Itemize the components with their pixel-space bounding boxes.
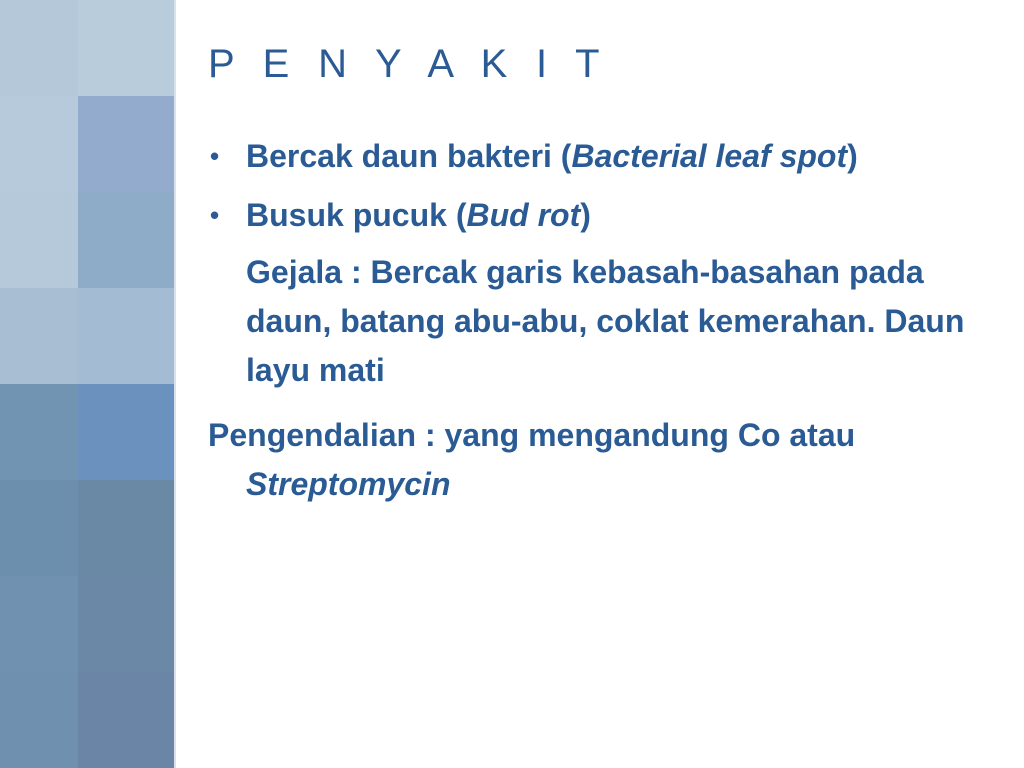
mosaic-tile xyxy=(78,672,176,768)
mosaic-tile xyxy=(0,192,78,288)
pengendalian-label: Pengendalian : yang mengandung Co atau xyxy=(208,417,856,453)
bullet-text-italic: Bud rot xyxy=(466,197,581,233)
mosaic-tile xyxy=(0,96,78,192)
mosaic-tile xyxy=(78,576,176,672)
slide-title: P E N Y A K I T xyxy=(208,42,609,86)
mosaic-tile xyxy=(0,288,78,384)
bullet-mark: • xyxy=(210,141,220,171)
pengendalian-text xyxy=(208,411,998,509)
decorative-mosaic xyxy=(0,0,176,768)
bullet-text-close: ) xyxy=(580,197,591,233)
bullet-item xyxy=(208,191,998,240)
bullet-text-italic: Bacterial leaf spot xyxy=(571,138,848,174)
mosaic-edge xyxy=(174,0,176,768)
mosaic-tile xyxy=(78,288,176,384)
bullet-item xyxy=(208,132,998,181)
pengendalian-italic: Streptomycin xyxy=(246,466,451,502)
mosaic-tile xyxy=(78,192,176,288)
bullet-text: Bercak daun bakteri ( xyxy=(246,138,572,174)
gejala-text: Gejala : Bercak garis kebasah-basahan pada daun, batang abu-abu, coklat kemerahan. Daun layu mati xyxy=(246,254,965,388)
mosaic-tile xyxy=(0,384,78,480)
mosaic-tile xyxy=(78,0,176,96)
mosaic-tile xyxy=(78,96,176,192)
mosaic-tile xyxy=(0,672,78,768)
mosaic-tile xyxy=(0,576,78,672)
mosaic-tile xyxy=(0,0,78,96)
bullet-text-close: ) xyxy=(847,138,858,174)
mosaic-tile xyxy=(0,480,78,576)
bullet-text: Busuk pucuk ( xyxy=(246,197,467,233)
slide-body xyxy=(208,132,998,509)
mosaic-tile xyxy=(78,384,176,480)
bullet-mark: • xyxy=(210,200,220,230)
mosaic-tile xyxy=(78,480,176,576)
